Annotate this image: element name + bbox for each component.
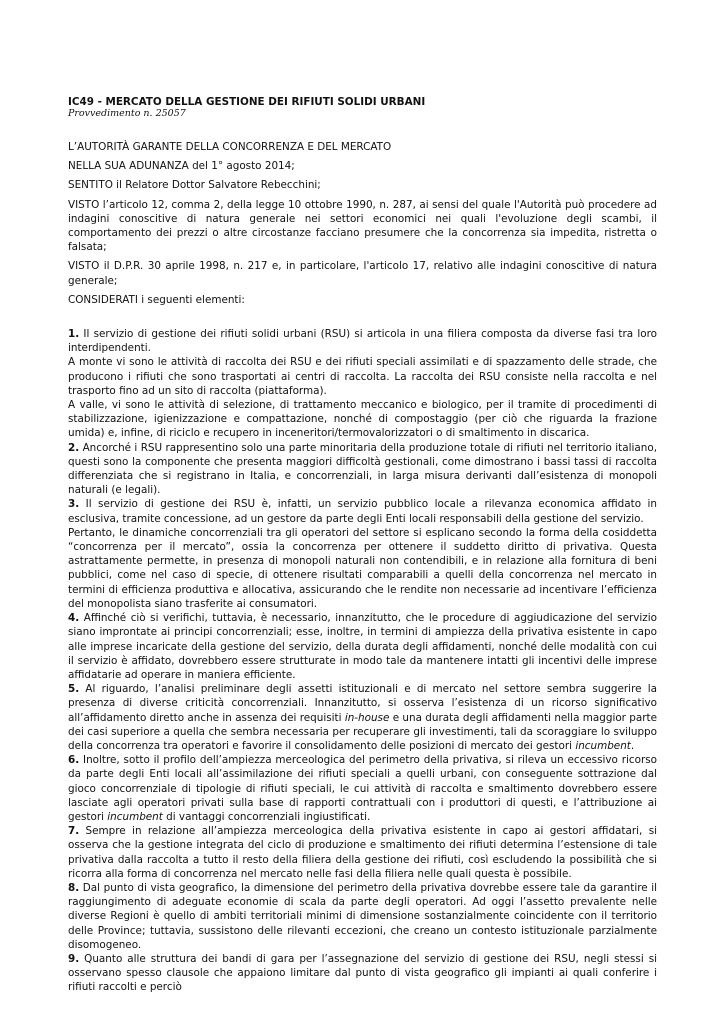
point-number: 4. xyxy=(68,612,80,625)
point-1 xyxy=(68,327,657,355)
preamble-rapporteur: SENTITO il Relatore Dottor Salvatore Rebecchini; xyxy=(68,179,321,192)
point-4 xyxy=(68,611,657,682)
point-text: Dal punto di vista geografico, la dimensione del perimetro della privativa dovrebbe essere tale da garantire il raggiungimento di adeguate economie di scala da parte degli operatori. Ad oggi l’assetto prevalente nelle diverse Regioni è quello di ambiti territoriali minimi di dimensione sostanzialmente coincidente con il territorio delle Province; tuttavia, sussistono delle rilevanti eccezioni, che creano un contesto istituzionale parzialmente disomogeneo. xyxy=(68,881,657,951)
preamble-visto-dpr: VISTO il D.P.R. 30 aprile 1998, n. 217 e, in particolare, l'articolo 17, relativo alle indagini conoscitive di natura generale; xyxy=(68,260,657,287)
considerations-list xyxy=(68,327,657,995)
preamble-visto-legge: VISTO l’articolo 12, comma 2, della legge 10 ottobre 1990, n. 287, ai sensi del quale l'Autorità può procedere ad indagini conoscitive di natura generale nei settori economici nei quali l'evoluzione degli scambi, il comportamento dei prezzi o altre circostanze facciano presumere che la concorrenza sia impedita, ristretta o falsata; xyxy=(68,198,657,254)
point-number: 8. xyxy=(68,881,80,894)
point-3 xyxy=(68,497,657,525)
point-text: e una durata degli affidamenti nella maggior parte dei casi superiore a quella che sembra necessaria per recuperare gli investimenti, tali da scoraggiare lo sviluppo della concorrenza tra operatori e favorire il consolidamento delle posizioni di mercato dei gestori xyxy=(68,711,657,752)
point-text: di vantaggi concorrenziali ingiustificati. xyxy=(162,810,371,823)
point-text: Sempre in relazione all’ampiezza merceologica della privativa esistente in capo ai gestori affidatari, si osserva che la gestione integrata del ciclo di produzione e smaltimento dei rifiuti determina l’estensione di tale privativa dalla raccolta a tutto il resto della filiera della gestione dei rifiuti, così escludendo la possibilità che si ricorra alla forma di concorrenza nel mercato nelle fasi della filiera nelle quali questa è possibile. xyxy=(68,825,657,880)
point-7 xyxy=(68,824,657,881)
point-9 xyxy=(68,952,657,995)
italic-term: incumbent xyxy=(575,739,631,752)
document-subtitle: Provvedimento n. 25057 xyxy=(68,108,186,119)
point-number: 1. xyxy=(68,328,80,341)
italic-term: incumbent xyxy=(107,810,163,823)
point-number: 9. xyxy=(68,952,80,965)
point-number: 6. xyxy=(68,754,80,767)
italic-term: in-house xyxy=(344,711,390,724)
point-text: Ancorché i RSU rappresentino solo una parte minoritaria della produzione totale di rifiuti nel territorio italiano, questi sono la componente che presenta maggiori difficoltà gestionali, come dimostrano i bassi tassi di raccolta differenziata che si registrano in Italia, e concorrenziali, in larga misura derivanti dall’esistenza di monopoli naturali (e legali). xyxy=(68,441,657,497)
preamble-authority: L’AUTORITÀ GARANTE DELLA CONCORRENZA E DEL MERCATO xyxy=(68,141,392,153)
point-2 xyxy=(68,441,657,498)
preamble-meeting: NELLA SUA ADUNANZA del 1° agosto 2014; xyxy=(68,160,295,173)
point-text: . xyxy=(630,739,635,752)
point-number: 3. xyxy=(68,498,80,511)
point-5 xyxy=(68,682,657,753)
point-number: 2. xyxy=(68,441,80,454)
point-text: Il servizio di gestione dei rifiuti solidi urbani (RSU) si articola in una filiera composta da diverse fasi tra loro interdipendenti. xyxy=(68,328,657,355)
point-text: Quanto alle struttura dei bandi di gara per l’assegnazione del servizio di gestione dei RSU, negli stessi si osservano spesso clausole che appaiono limitare dal punto di vista geografico gli impianti ai quali conferire i rifiuti raccolti e perciò xyxy=(68,952,657,994)
point-text: Inoltre, sotto il profilo dell’ampiezza merceologica del perimetro della privativa, si rileva un eccessivo ricorso da parte degli Enti locali all’assimilazione dei rifiuti speciali a quelli urbani, con conseguente sottrazione dal gioco concorrenziale di tipologie di rifiuti speciali, le cui attività di raccolta e smaltimento dovrebbero essere lasciate agli operatori privati sulla base di rapporti contrattuali con i produttori di questi, e l’attribuzione ai gestori xyxy=(68,754,657,823)
point-number: 5. xyxy=(68,683,80,696)
point-1-downstream: A valle, vi sono le attività di selezione, di trattamento meccanico e biologico, per il tramite di procedimenti di stabilizzazione, igienizzazione e compattazione, nonché di compostaggio (per ciò che riguarda la frazione umida) e, infine, di riciclo e recupero in inceneritori/termovalorizzatori o di smaltimento in discarica. xyxy=(68,399,657,440)
point-text: Al riguardo, l’analisi preliminare degli assetti istituzionali e di mercato nel settore sembra suggerire la presenza di diverse criticità concorrenziali. Innanzitutto, si osserva l’esistenza di un ricorso significativo all’affidamento diretto anche in assenza dei requisiti xyxy=(68,683,657,724)
preamble-considerati: CONSIDERATI i seguenti elementi: xyxy=(68,293,245,306)
point-text: Il servizio di gestione dei RSU è, infatti, un servizio pubblico locale a rilevanza economica affidato in esclusiva, tramite concessione, ad un gestore da parte degli Enti locali responsabili della gestione del servizio. xyxy=(68,498,657,525)
point-text: Affinché ciò si verifichi, tuttavia, è necessario, innanzitutto, che le procedure di aggiudicazione del servizio siano improntate ai principi concorrenziali; esse, inoltre, in termini di ampiezza della privativa esistente in capo alle imprese incaricate della gestione del servizio, della durata degli affidamenti, nonché delle modalità con cui il servizio è affidato, dovrebbero essere strutturate in modo tale da mantenere intatti gli incentivi delle imprese affidatarie ad operare in maniera efficiente. xyxy=(68,612,657,681)
point-6 xyxy=(68,753,657,824)
document-page xyxy=(68,96,657,995)
point-3-continued: Pertanto, le dinamiche concorrenziali tra gli operatori del settore si esplicano secondo la forma della cosiddetta “concorrenza per il mercato”, ossia la concorrenza per ottenere il suddetto diritto di privativa. Questa astrattamente permette, in presenza di monopoli naturali non contendibili, e in relazione alla fornitura di beni pubblici, come nel caso di specie, di ottenere risultati comparabili a quelli della concorrenza nel mercato in termini di efficienza produttiva e allocativa, assicurando che le rendite non necessarie ad incentivare l’efficienza del monopolista siano trasferite ai consumatori. xyxy=(68,526,657,610)
point-number: 7. xyxy=(68,825,80,838)
point-1-upstream: A monte vi sono le attività di raccolta dei RSU e dei rifiuti speciali assimilati e di spazzamento delle strade, che producono i rifiuti che sono trasportati ai centri di raccolta. La raccolta dei RSU consiste nella raccolta e nel trasporto fino ad un sito di raccolta (piattaforma). xyxy=(68,356,657,397)
point-8 xyxy=(68,881,657,952)
document-title: IC49 - MERCATO DELLA GESTIONE DEI RIFIUTI SOLIDI URBANI xyxy=(68,96,426,108)
